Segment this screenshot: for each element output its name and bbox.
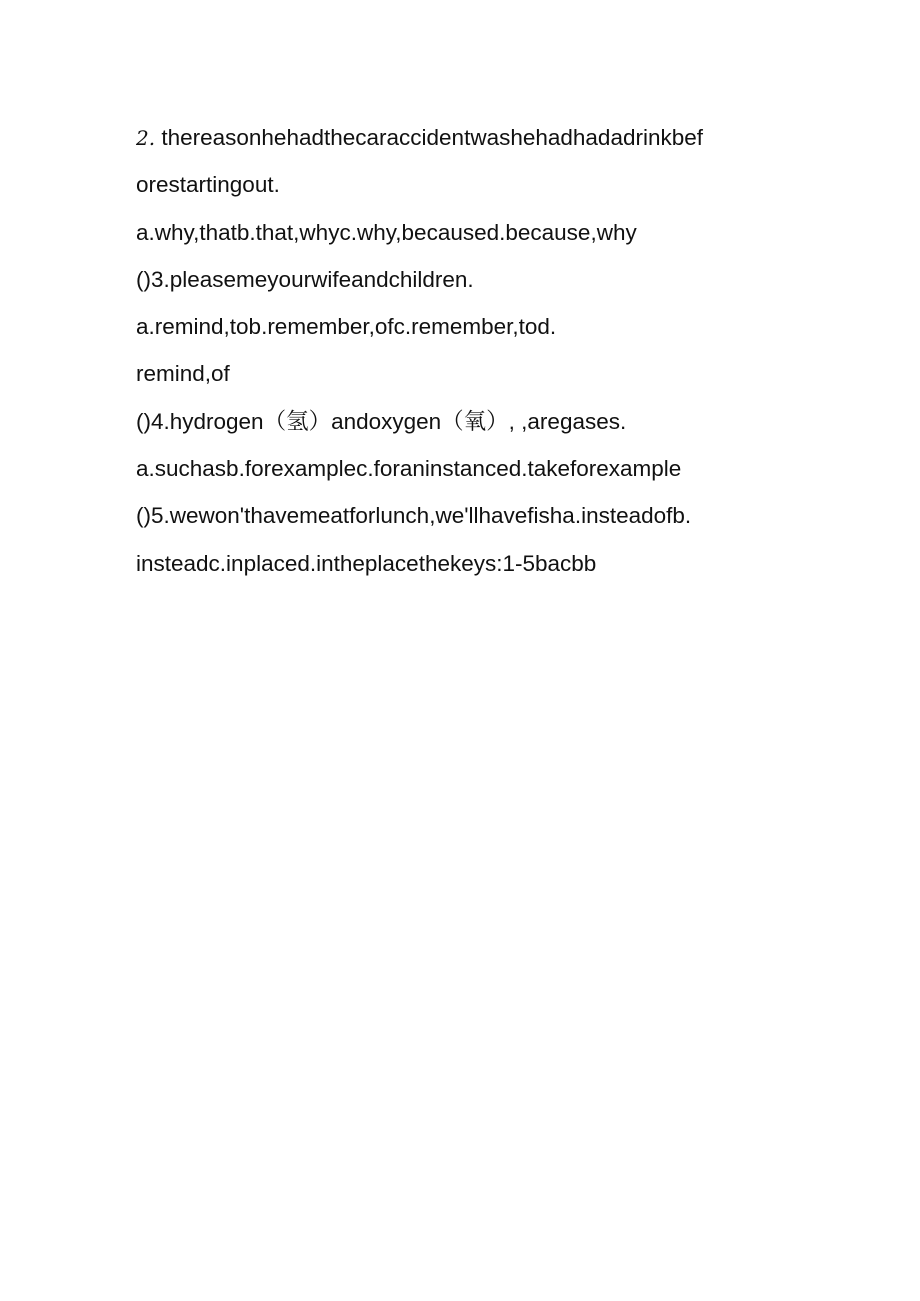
exercise-text — [136, 118, 796, 591]
line-text: insteadc.inplaced.intheplacethekeys:1-5bacbb — [136, 550, 597, 576]
line-text: ()5.wewon'thavemeatforlunch,we'llhavefisha.insteadofb. — [136, 503, 692, 529]
line-text: ()3.pleasemeyourwifeandchildren. — [136, 266, 474, 292]
line-text: a.remind,tob.remember,ofc.remember,tod. — [136, 314, 557, 340]
text-line-10 — [136, 544, 796, 591]
text-line-1 — [136, 118, 796, 165]
text-line-9 — [136, 496, 796, 543]
text-line-7 — [136, 402, 796, 449]
question-number: 2. — [136, 126, 156, 150]
text-line-6 — [136, 354, 796, 401]
text-line-4 — [136, 260, 796, 307]
line-text: ()4.hydrogen（氢）andoxygen（氧）, ,aregases. — [136, 408, 627, 434]
line-text: a.suchasb.forexamplec.foraninstanced.takeforexample — [136, 456, 682, 482]
line-text: remind,of — [136, 361, 230, 387]
text-line-2 — [136, 165, 796, 212]
line-text: orestartingout. — [136, 172, 280, 198]
text-line-5 — [136, 307, 796, 354]
text-line-3 — [136, 213, 796, 260]
line-text: thereasonhehadthecaraccidentwashehadhadadrinkbef — [155, 125, 704, 150]
text-line-8 — [136, 449, 796, 496]
line-text: a.why,thatb.that,whyc.why,becaused.because,why — [136, 219, 637, 245]
